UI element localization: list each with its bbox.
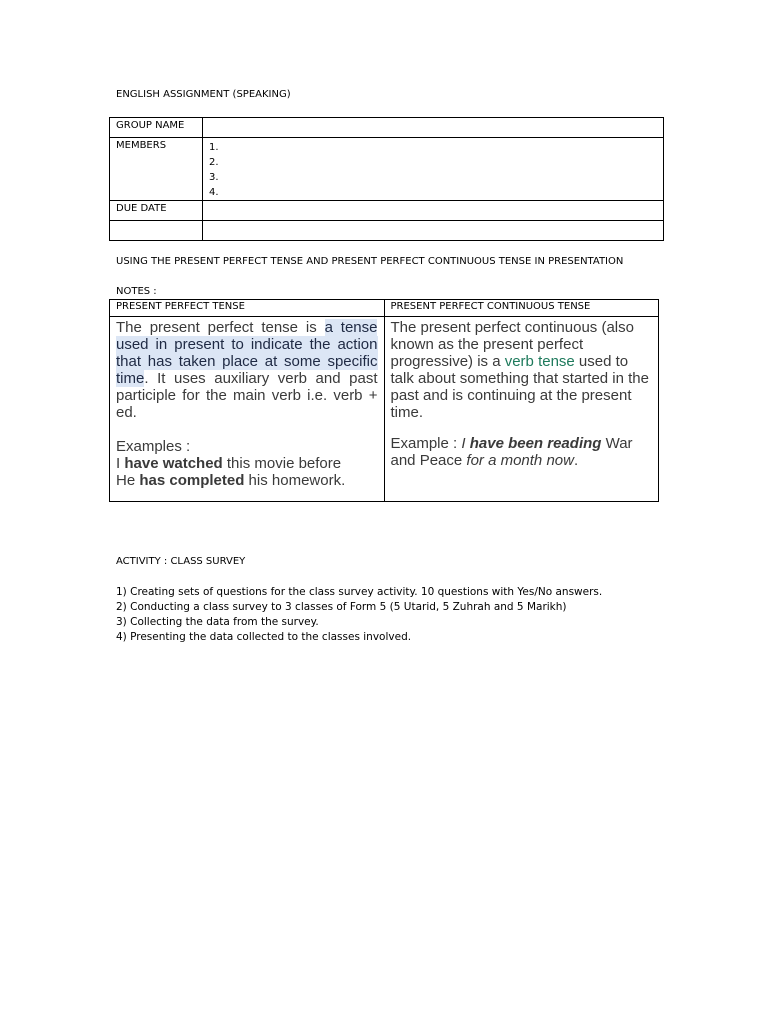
example-text: War and Peace [390,435,633,469]
table-row [110,221,664,241]
example-bold: has completed [139,472,245,489]
notes-label: NOTES : [116,286,157,297]
example-line [116,472,378,489]
definition-text: . It uses auxiliary verb and past participle for the main verb i.e. verb + ed. [116,370,378,421]
table-row [110,138,664,201]
example-text: He [116,472,140,489]
example-text: . [573,452,579,469]
document-title: ENGLISH ASSIGNMENT (SPEAKING) [116,89,291,100]
table-row [110,300,659,317]
definition-text: The present perfect continuous (also known as the present perfect progressive) is a [390,319,634,370]
members-list[interactable] [203,138,664,201]
group-info-table [109,117,664,241]
notes-table [109,299,659,502]
members-label: MEMBERS [110,138,203,201]
definition-text: used to talk about something that started in the past and is continuing at the present time. [390,353,649,421]
example-line [391,435,653,469]
group-name-label: GROUP NAME [110,118,203,138]
example-label: Example : [390,435,462,452]
verb-tense-link[interactable]: verb tense [504,353,575,370]
present-perfect-continuous-notes [384,317,659,502]
definition-text: The present perfect tense is [116,319,325,336]
examples-label: Examples : [116,438,191,455]
list-item: 4) Presenting the data collected to the classes involved. [116,631,412,643]
member-item: 4. [209,187,219,198]
empty-cell [110,221,203,241]
highlighted-text: a tense used in present to indicate the action that has taken place at some specific time [116,319,378,387]
example-italic: for a month now [466,452,574,469]
present-perfect-definition [116,319,378,421]
example-bold: have watched [124,455,223,472]
continuous-definition [391,319,653,421]
member-item: 3. [209,172,219,183]
example-text: I [116,455,125,472]
group-name-value[interactable] [203,118,664,138]
empty-cell[interactable] [203,221,664,241]
member-item: 2. [209,157,219,168]
example-bold: have been reading [469,435,602,452]
member-item: 1. [209,142,219,153]
list-item: 1) Creating sets of questions for the class survey activity. 10 questions with Yes/No answers. [116,586,603,598]
present-perfect-header: PRESENT PERFECT TENSE [110,300,385,317]
list-item: 3) Collecting the data from the survey. [116,616,319,628]
example-text: I [461,435,470,452]
due-date-value[interactable] [203,201,664,221]
table-row [110,201,664,221]
present-perfect-notes [110,317,385,502]
present-perfect-continuous-header: PRESENT PERFECT CONTINUOUS TENSE [384,300,659,317]
section-heading: USING THE PRESENT PERFECT TENSE AND PRESENT PERFECT CONTINUOUS TENSE IN PRESENTATION [116,256,624,267]
due-date-label: DUE DATE [110,201,203,221]
example-text: his homework. [244,472,346,489]
list-item: 2) Conducting a class survey to 3 classes of Form 5 (5 Utarid, 5 Zuhrah and 5 Marikh) [116,601,567,613]
activity-title: ACTIVITY : CLASS SURVEY [116,556,246,567]
activity-list [116,585,716,645]
table-row [110,118,664,138]
example-text: this movie before [222,455,342,472]
example-line [116,455,378,472]
table-row [110,317,659,502]
